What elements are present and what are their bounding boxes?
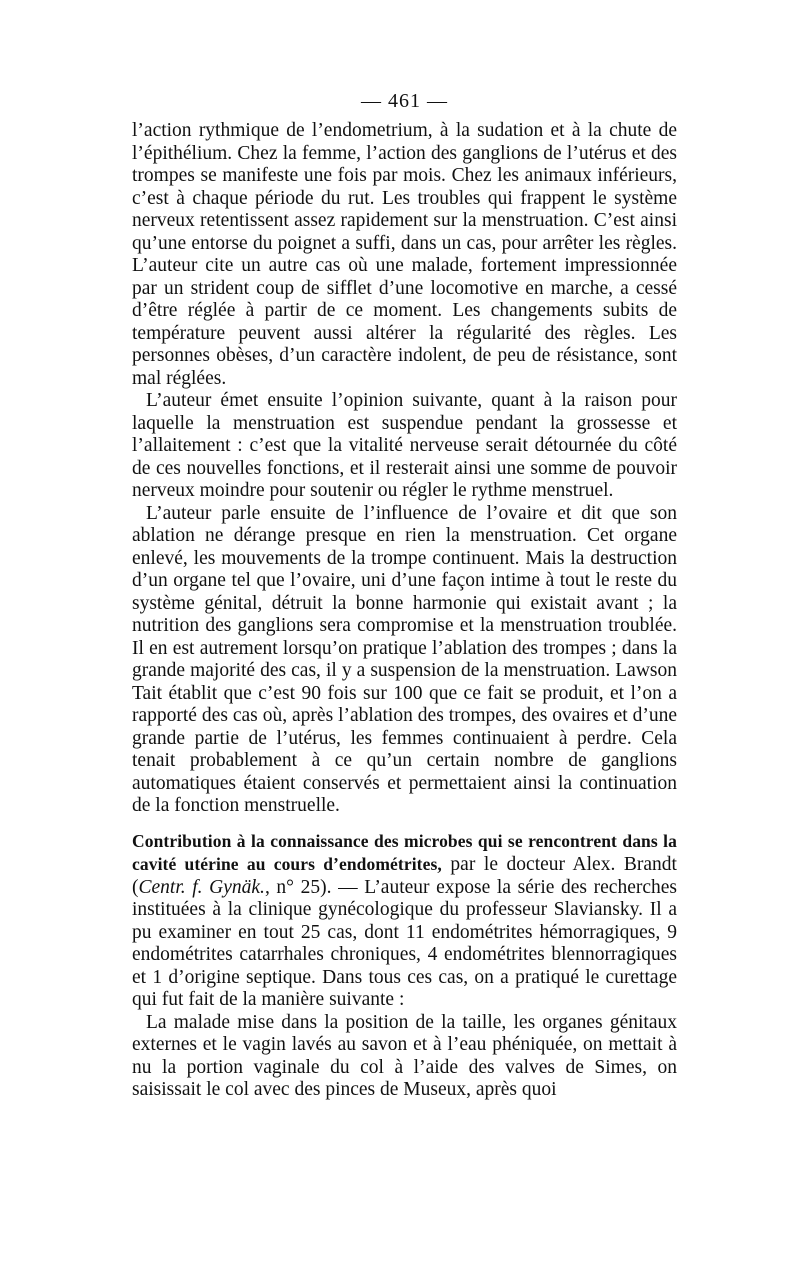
section-paragraph: [132, 830, 677, 1012]
page-number: — 461 —: [361, 90, 448, 112]
section-body-text: , n° 25). — L’auteur expose la série des recherches instituées à la clinique gynécologique du professeur Slaviansky. Il a pu examiner en tout 25 cas, dont 11 endométrites hémorragiques, 9 endométrites catarrhales chroniques, 4 endométrites blennorragiques et 1 d’origine septique. Dans tous ces cas, on a pratiqué le curettage qui fut fait de la manière suivante :: [132, 876, 677, 1010]
paragraph-2: L’auteur émet ensuite l’opinion suivante, quant à la raison pour laquelle la menstruation est suspendue pendant la grossesse et l’allaitement : c’est que la vitalité nerveuse serait détournée du côté de ces nouvelles fonctions, et il resterait ainsi une somme de pouvoir nerveux moindre pour soutenir ou régler le rythme menstruel.: [132, 390, 677, 501]
section-citation: Centr. f. Gynäk.: [138, 876, 265, 898]
paragraph-1: l’action rythmique de l’endometrium, à la sudation et à la chute de l’épithélium. Chez la femme, l’action des ganglions de l’utérus et des trompes se manifeste une fois par mois. Chez les animaux inférieurs, c’est à chaque période du rut. Les troubles qui frappent le système nerveux retentissent assez rapidement sur la menstruation. C’est ainsi qu’une entorse du poignet a suffi, dans un cas, pour arrêter les règles. L’auteur cite un autre cas où une malade, fortement impressionnée par un strident coup de sifflet d’une locomotive en marche, a cessé d’être réglée à partir de ce moment. Les changements subits de température peuvent aussi altérer la régularité des règles. Les personnes obèses, d’un caractère indolent, de peu de résistance, sont mal réglées.: [132, 120, 677, 389]
section-title: Contribution à la connaissance des microbes qui se rencontrent dans la cavité utérine au cours d’endométrites,: [132, 830, 677, 874]
section-author-intro: par le docteur Alex. Brandt (: [132, 854, 677, 898]
final-paragraph: La malade mise dans la position de la taille, les organes génitaux externes et le vagin lavés au savon et à l’eau phéniquée, on mettait à nu la portion vaginale du col à l’aide des valves de Simes, on saisissait le col avec des pinces de Museux, après quoi: [132, 1011, 677, 1100]
book-page: [132, 88, 677, 1102]
paragraph-3: L’auteur parle ensuite de l’influence de l’ovaire et dit que son ablation ne dérange presque en rien la menstruation. Cet organe enlevé, les mouvements de la trompe continuent. Mais la destruction d’un organe tel que l’ovaire, uni d’une façon intime à tout le reste du système génital, détruit la bonne harmonie qui existait avant ; la nutrition des ganglions sera compromise et la menstruation troublée. Il en est autrement lorsqu’on pratique l’ablation des trompes ; dans la grande majorité des cas, il y a suspension de la menstruation. Lawson Tait établit que c’est 90 fois sur 100 que ce fait se produit, et l’on a rapporté des cas où, après l’ablation des trompes, des ovaires et d’une grande partie de l’utérus, les femmes continuaient à perdre. Cela tenait probablement à ce qu’un certain nombre de ganglions automatiques étaient conservés et permettaient ainsi la continuation de la fonction menstruelle.: [132, 502, 677, 816]
